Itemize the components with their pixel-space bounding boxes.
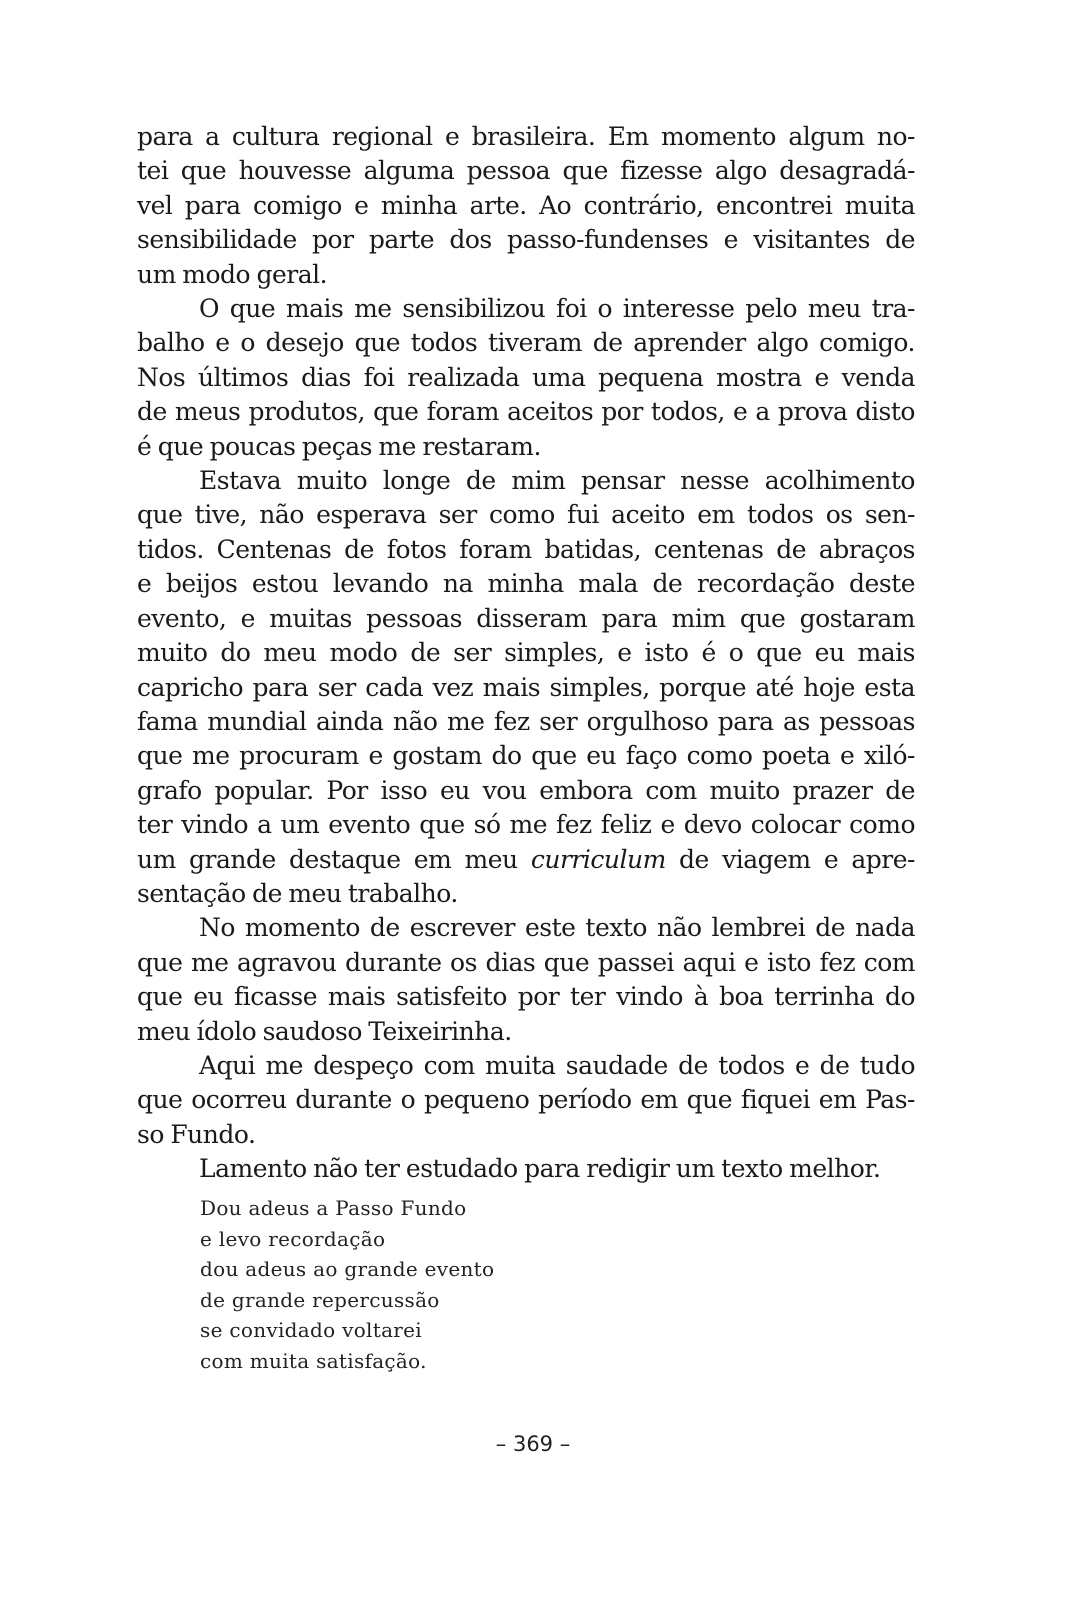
- text-line: é que poucas peças me restaram.: [137, 431, 541, 461]
- paragraph-5: [137, 1049, 915, 1152]
- text-line: vel para comigo e minha arte. Ao contrário, encontrei muita: [137, 190, 915, 220]
- paragraph-6: [137, 1152, 915, 1186]
- text-line: de meus produtos, que foram aceitos por todos, e a prova disto: [137, 397, 915, 427]
- text-line: ter vindo a um evento que só me fez feliz e devo colocar como: [137, 810, 915, 840]
- page-number: – 369 –: [495, 1432, 571, 1456]
- text-line: um modo geral.: [137, 259, 328, 289]
- text-line: meu ídolo saudoso Teixeirinha.: [137, 1016, 512, 1046]
- text-line: evento, e muitas pessoas disseram para mim que gostaram: [137, 603, 915, 633]
- text-line: O que mais me sensibilizou foi o interesse pelo meu tra-: [199, 294, 915, 324]
- poem: [200, 1193, 494, 1376]
- text-line: que me procuram e gostam do que eu faço como poeta e xiló-: [137, 741, 915, 771]
- poem-line: com muita satisfação.: [200, 1348, 427, 1373]
- text-line: sensibilidade por parte dos passo-fundenses e visitantes de: [137, 225, 915, 255]
- text-line: tidos. Centenas de fotos foram batidas, centenas de abraços: [137, 534, 915, 564]
- text-line-with-italic: [137, 843, 915, 877]
- text-line: balho e o desejo que todos tiveram de aprender algo comigo.: [137, 328, 915, 358]
- text-line: muito do meu modo de ser simples, e isto é o que eu mais: [137, 638, 915, 668]
- paragraph-1: [137, 120, 915, 292]
- poem-line: dou adeus ao grande evento: [200, 1257, 495, 1281]
- text-line: No momento de escrever este texto não lembrei de nada: [199, 913, 915, 943]
- text-line: que ocorreu durante o pequeno período em que fiquei em Pas-: [137, 1085, 915, 1115]
- poem-line: de grande repercussão: [200, 1287, 440, 1312]
- poem-line: se convidado voltarei: [200, 1318, 422, 1342]
- text-fragment: um grande destaque em meu: [137, 844, 531, 874]
- body-text: [137, 120, 915, 1187]
- text-line: fama mundial ainda não me fez ser orgulhoso para as pessoas: [137, 706, 915, 736]
- text-line: que tive, não esperava ser como fui aceito em todos os sen-: [137, 500, 915, 530]
- text-fragment: de viagem e apre-: [665, 844, 915, 874]
- text-line: Nos últimos dias foi realizada uma pequena mostra e venda: [137, 362, 915, 392]
- text-line: Aqui me despeço com muita saudade de todos e de tudo: [199, 1050, 915, 1080]
- text-line: sentação de meu trabalho.: [137, 878, 458, 908]
- text-line: Lamento não ter estudado para redigir um texto melhor.: [199, 1154, 881, 1184]
- text-line: e beijos estou levando na minha mala de recordação deste: [137, 569, 915, 599]
- text-line: grafo popular. Por isso eu vou embora com muito prazer de: [137, 775, 915, 805]
- text-line: so Fundo.: [137, 1119, 256, 1149]
- paragraph-4: [137, 911, 915, 1049]
- italic-word: curriculum: [530, 844, 666, 874]
- text-line: para a cultura regional e brasileira. Em momento algum no-: [137, 122, 915, 151]
- text-line: Estava muito longe de mim pensar nesse acolhimento: [199, 466, 915, 496]
- paragraph-2: [137, 292, 915, 464]
- text-line: que eu ficasse mais satisfeito por ter vindo à boa terrinha do: [137, 982, 915, 1012]
- paragraph-3: [137, 464, 915, 911]
- text-line: que me agravou durante os dias que passei aqui e isto fez com: [137, 947, 915, 977]
- text-line: capricho para ser cada vez mais simples, porque até hoje esta: [137, 672, 915, 702]
- text-line: tei que houvesse alguma pessoa que fizesse algo desagradá-: [137, 156, 915, 186]
- poem-line: e levo recordação: [200, 1226, 386, 1251]
- poem-line: Dou adeus a Passo Fundo: [200, 1196, 467, 1220]
